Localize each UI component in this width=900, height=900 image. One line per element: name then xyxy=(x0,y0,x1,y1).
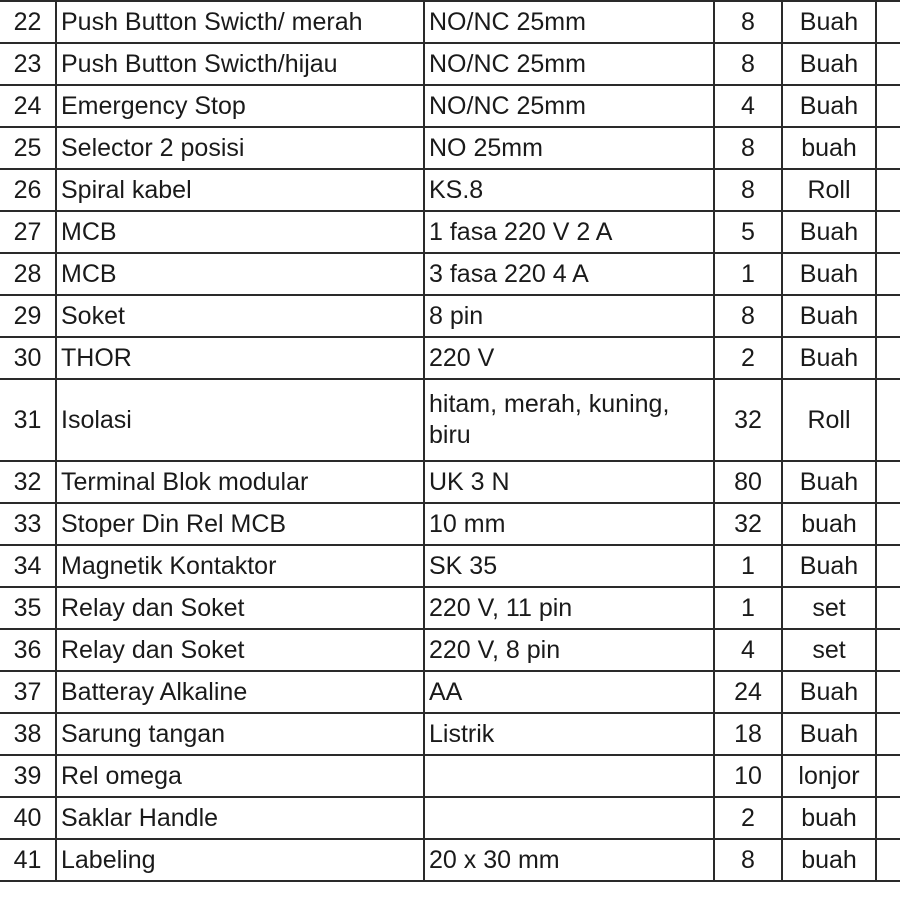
cell-quantity: 2 xyxy=(714,797,782,839)
table-row xyxy=(0,211,900,253)
cell-unit: lonjor xyxy=(782,755,876,797)
cell-item-name: Selector 2 posisi xyxy=(56,127,424,169)
cell-unit: set xyxy=(782,629,876,671)
cell-number: 39 xyxy=(0,755,56,797)
cell-item-name: Terminal Blok modular xyxy=(56,461,424,503)
cell-quantity: 8 xyxy=(714,43,782,85)
cell-extra xyxy=(876,797,900,839)
cell-unit: buah xyxy=(782,503,876,545)
cell-extra xyxy=(876,671,900,713)
cell-extra xyxy=(876,337,900,379)
cell-extra xyxy=(876,379,900,461)
table-row xyxy=(0,379,900,461)
cell-specification: Listrik xyxy=(424,713,714,755)
cell-specification: 1 fasa 220 V 2 A xyxy=(424,211,714,253)
cell-extra xyxy=(876,127,900,169)
cell-unit: Buah xyxy=(782,671,876,713)
cell-specification xyxy=(424,797,714,839)
cell-item-name: Relay dan Soket xyxy=(56,587,424,629)
cell-extra xyxy=(876,755,900,797)
cell-unit: Buah xyxy=(782,253,876,295)
cell-item-name: Batteray Alkaline xyxy=(56,671,424,713)
cell-item-name: Stoper Din Rel MCB xyxy=(56,503,424,545)
cell-specification: 220 V, 8 pin xyxy=(424,629,714,671)
cell-unit: Buah xyxy=(782,43,876,85)
cell-unit: Roll xyxy=(782,379,876,461)
cell-item-name: Emergency Stop xyxy=(56,85,424,127)
cell-quantity: 10 xyxy=(714,755,782,797)
cell-item-name: Push Button Swicth/hijau xyxy=(56,43,424,85)
cell-number: 38 xyxy=(0,713,56,755)
cell-specification: 10 mm xyxy=(424,503,714,545)
cell-extra xyxy=(876,713,900,755)
cell-quantity: 8 xyxy=(714,295,782,337)
cell-specification: NO/NC 25mm xyxy=(424,85,714,127)
table-row xyxy=(0,253,900,295)
table-row xyxy=(0,545,900,587)
cell-number: 26 xyxy=(0,169,56,211)
cell-specification: hitam, merah, kuning, biru xyxy=(424,379,714,461)
cell-specification: UK 3 N xyxy=(424,461,714,503)
table-row xyxy=(0,461,900,503)
cell-item-name: Relay dan Soket xyxy=(56,629,424,671)
cell-extra xyxy=(876,169,900,211)
cell-item-name: MCB xyxy=(56,253,424,295)
cell-quantity: 1 xyxy=(714,253,782,295)
cell-number: 31 xyxy=(0,379,56,461)
cell-unit: Roll xyxy=(782,169,876,211)
cell-quantity: 1 xyxy=(714,545,782,587)
cell-extra xyxy=(876,587,900,629)
cell-item-name: Isolasi xyxy=(56,379,424,461)
table-row xyxy=(0,85,900,127)
cell-quantity: 32 xyxy=(714,503,782,545)
cell-unit: Buah xyxy=(782,295,876,337)
cell-quantity: 24 xyxy=(714,671,782,713)
cell-unit: buah xyxy=(782,797,876,839)
table-row xyxy=(0,587,900,629)
cell-extra xyxy=(876,545,900,587)
cell-number: 40 xyxy=(0,797,56,839)
table-row xyxy=(0,337,900,379)
cell-item-name: THOR xyxy=(56,337,424,379)
table-row xyxy=(0,43,900,85)
cell-unit: Buah xyxy=(782,461,876,503)
table-row xyxy=(0,797,900,839)
cell-number: 33 xyxy=(0,503,56,545)
cell-quantity: 1 xyxy=(714,587,782,629)
cell-unit: Buah xyxy=(782,211,876,253)
cell-quantity: 18 xyxy=(714,713,782,755)
cell-specification: KS.8 xyxy=(424,169,714,211)
table-row xyxy=(0,671,900,713)
cell-unit: Buah xyxy=(782,713,876,755)
cell-extra xyxy=(876,253,900,295)
cell-quantity: 80 xyxy=(714,461,782,503)
table-row xyxy=(0,629,900,671)
cell-extra xyxy=(876,503,900,545)
cell-unit: buah xyxy=(782,839,876,881)
cell-extra xyxy=(876,629,900,671)
cell-specification: SK 35 xyxy=(424,545,714,587)
cell-specification: 220 V, 11 pin xyxy=(424,587,714,629)
table-row xyxy=(0,169,900,211)
cell-extra xyxy=(876,839,900,881)
table-row xyxy=(0,713,900,755)
cell-number: 28 xyxy=(0,253,56,295)
cell-specification: 8 pin xyxy=(424,295,714,337)
cell-number: 29 xyxy=(0,295,56,337)
cell-number: 41 xyxy=(0,839,56,881)
cell-number: 27 xyxy=(0,211,56,253)
cell-item-name: MCB xyxy=(56,211,424,253)
cell-specification: NO 25mm xyxy=(424,127,714,169)
table-row xyxy=(0,839,900,881)
cell-specification xyxy=(424,755,714,797)
cell-unit: Buah xyxy=(782,85,876,127)
cell-quantity: 4 xyxy=(714,629,782,671)
cell-number: 24 xyxy=(0,85,56,127)
cell-specification: AA xyxy=(424,671,714,713)
cell-specification: 20 x 30 mm xyxy=(424,839,714,881)
cell-quantity: 8 xyxy=(714,1,782,43)
cell-item-name: Labeling xyxy=(56,839,424,881)
cell-number: 23 xyxy=(0,43,56,85)
cell-item-name: Rel omega xyxy=(56,755,424,797)
cell-item-name: Saklar Handle xyxy=(56,797,424,839)
cell-unit: Buah xyxy=(782,1,876,43)
table-row xyxy=(0,755,900,797)
cell-number: 22 xyxy=(0,1,56,43)
cell-extra xyxy=(876,211,900,253)
cell-quantity: 8 xyxy=(714,839,782,881)
cell-item-name: Magnetik Kontaktor xyxy=(56,545,424,587)
cell-quantity: 8 xyxy=(714,127,782,169)
cell-specification: 3 fasa 220 4 A xyxy=(424,253,714,295)
cell-specification: NO/NC 25mm xyxy=(424,43,714,85)
cell-specification: NO/NC 25mm xyxy=(424,1,714,43)
cell-quantity: 32 xyxy=(714,379,782,461)
table-row xyxy=(0,1,900,43)
cell-quantity: 2 xyxy=(714,337,782,379)
table-row xyxy=(0,503,900,545)
table-row xyxy=(0,127,900,169)
cell-number: 34 xyxy=(0,545,56,587)
cell-unit: Buah xyxy=(782,337,876,379)
cell-extra xyxy=(876,85,900,127)
cell-number: 37 xyxy=(0,671,56,713)
cell-unit: buah xyxy=(782,127,876,169)
cell-quantity: 5 xyxy=(714,211,782,253)
table-row xyxy=(0,295,900,337)
cell-unit: Buah xyxy=(782,545,876,587)
cell-extra xyxy=(876,43,900,85)
cell-number: 32 xyxy=(0,461,56,503)
cell-specification: 220 V xyxy=(424,337,714,379)
cell-item-name: Soket xyxy=(56,295,424,337)
cell-number: 36 xyxy=(0,629,56,671)
cell-item-name: Spiral kabel xyxy=(56,169,424,211)
cell-item-name: Sarung tangan xyxy=(56,713,424,755)
cell-number: 30 xyxy=(0,337,56,379)
cell-quantity: 8 xyxy=(714,169,782,211)
cell-item-name: Push Button Swicth/ merah xyxy=(56,1,424,43)
cell-number: 25 xyxy=(0,127,56,169)
cell-number: 35 xyxy=(0,587,56,629)
cell-extra xyxy=(876,461,900,503)
cell-extra xyxy=(876,1,900,43)
cell-unit: set xyxy=(782,587,876,629)
cell-extra xyxy=(876,295,900,337)
cell-quantity: 4 xyxy=(714,85,782,127)
